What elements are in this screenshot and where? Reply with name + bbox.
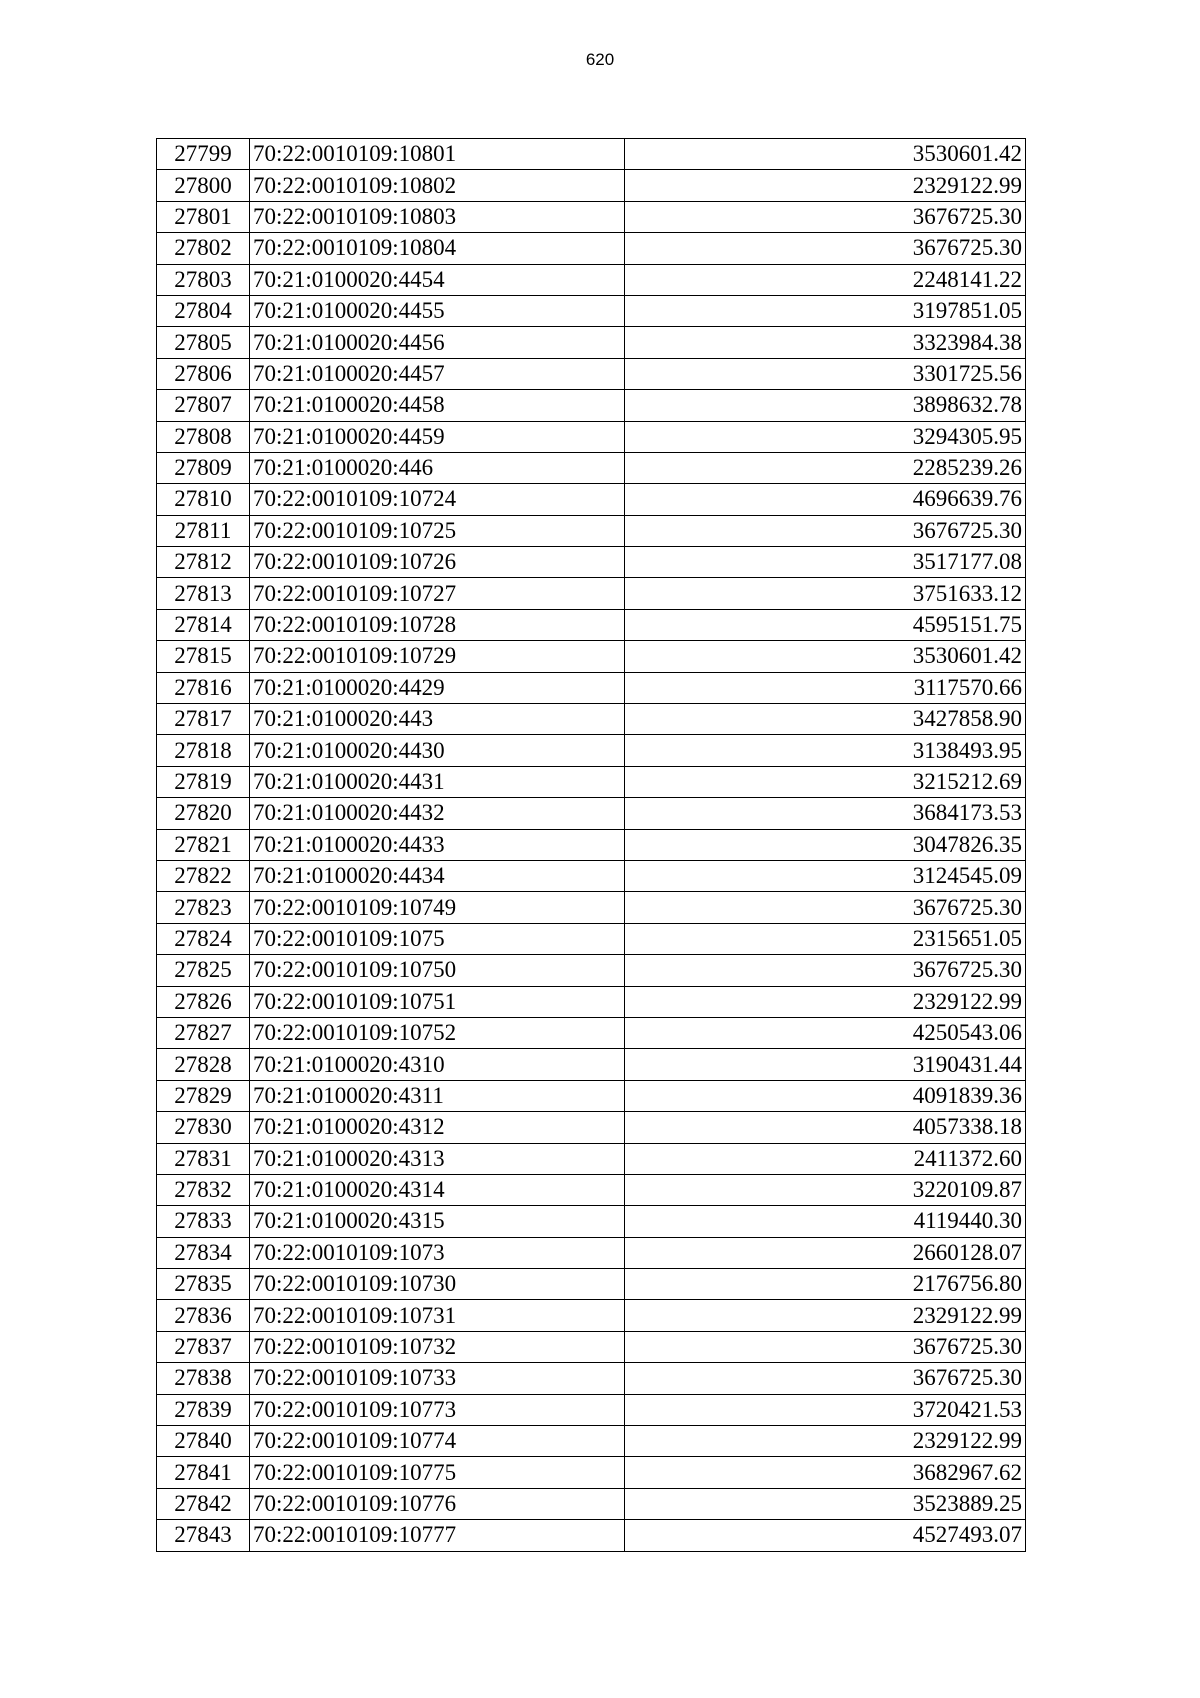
- cadastral-value-cell: 2248141.22: [625, 264, 1026, 295]
- cadastral-value-cell: 3676725.30: [625, 233, 1026, 264]
- table-row: [157, 986, 1026, 1017]
- cadastral-number-cell: 70:21:0100020:4313: [250, 1143, 625, 1174]
- cadastral-number-cell: 70:22:0010109:10729: [250, 641, 625, 672]
- table-row: [157, 1112, 1026, 1143]
- cadastral-number-cell: 70:22:0010109:10776: [250, 1488, 625, 1519]
- cadastral-number-cell: 70:22:0010109:10749: [250, 892, 625, 923]
- row-number-cell: 27801: [157, 201, 250, 232]
- cadastral-number-cell: 70:22:0010109:1073: [250, 1237, 625, 1268]
- cadastral-number-cell: 70:21:0100020:4458: [250, 390, 625, 421]
- table-row: [157, 1300, 1026, 1331]
- table-row: [157, 452, 1026, 483]
- cadastral-value-cell: 3530601.42: [625, 139, 1026, 170]
- table-row: [157, 1331, 1026, 1362]
- row-number-cell: 27799: [157, 139, 250, 170]
- cadastral-number-cell: 70:21:0100020:4310: [250, 1049, 625, 1080]
- cadastral-number-cell: 70:22:0010109:10803: [250, 201, 625, 232]
- cadastral-value-cell: 2329122.99: [625, 986, 1026, 1017]
- row-number-cell: 27800: [157, 170, 250, 201]
- cadastral-value-cell: 2411372.60: [625, 1143, 1026, 1174]
- cadastral-value-cell: 4595151.75: [625, 609, 1026, 640]
- cadastral-number-cell: 70:22:0010109:10727: [250, 578, 625, 609]
- table-row: [157, 1394, 1026, 1425]
- cadastral-number-cell: 70:21:0100020:4455: [250, 295, 625, 326]
- table-row: [157, 1143, 1026, 1174]
- table-row: [157, 1080, 1026, 1111]
- row-number-cell: 27830: [157, 1112, 250, 1143]
- row-number-cell: 27806: [157, 358, 250, 389]
- table-row: [157, 1426, 1026, 1457]
- cadastral-value-cell: 3124545.09: [625, 860, 1026, 891]
- table-row: [157, 1488, 1026, 1519]
- table-row: [157, 515, 1026, 546]
- row-number-cell: 27839: [157, 1394, 250, 1425]
- table-row: [157, 484, 1026, 515]
- table-row: [157, 1363, 1026, 1394]
- row-number-cell: 27802: [157, 233, 250, 264]
- cadastral-value-cell: 4250543.06: [625, 1017, 1026, 1048]
- cadastral-number-cell: 70:22:0010109:10725: [250, 515, 625, 546]
- table-row: [157, 295, 1026, 326]
- table-row: [157, 609, 1026, 640]
- row-number-cell: 27838: [157, 1363, 250, 1394]
- row-number-cell: 27834: [157, 1237, 250, 1268]
- cadastral-number-cell: 70:22:0010109:10750: [250, 955, 625, 986]
- table-row: [157, 201, 1026, 232]
- cadastral-number-cell: 70:21:0100020:4457: [250, 358, 625, 389]
- table-row: [157, 860, 1026, 891]
- cadastral-value-cell: 3301725.56: [625, 358, 1026, 389]
- row-number-cell: 27826: [157, 986, 250, 1017]
- table-row: [157, 1017, 1026, 1048]
- cadastral-value-cell: 2176756.80: [625, 1269, 1026, 1300]
- cadastral-number-cell: 70:22:0010109:10724: [250, 484, 625, 515]
- cadastral-value-cell: 3676725.30: [625, 1331, 1026, 1362]
- cadastral-number-cell: 70:22:0010109:10802: [250, 170, 625, 201]
- cadastral-number-cell: 70:22:0010109:10751: [250, 986, 625, 1017]
- cadastral-number-cell: 70:21:0100020:446: [250, 452, 625, 483]
- cadastral-number-cell: 70:22:0010109:10733: [250, 1363, 625, 1394]
- cadastral-value-cell: 4091839.36: [625, 1080, 1026, 1111]
- row-number-cell: 27828: [157, 1049, 250, 1080]
- row-number-cell: 27824: [157, 923, 250, 954]
- cadastral-value-cell: 4057338.18: [625, 1112, 1026, 1143]
- cadastral-number-cell: 70:21:0100020:4430: [250, 735, 625, 766]
- cadastral-value-cell: 3197851.05: [625, 295, 1026, 326]
- cadastral-value-cell: 3676725.30: [625, 515, 1026, 546]
- row-number-cell: 27803: [157, 264, 250, 295]
- cadastral-number-cell: 70:22:0010109:10732: [250, 1331, 625, 1362]
- table-row: [157, 704, 1026, 735]
- cadastral-value-cell: 3898632.78: [625, 390, 1026, 421]
- row-number-cell: 27831: [157, 1143, 250, 1174]
- table-row: [157, 327, 1026, 358]
- cadastral-value-cell: 3117570.66: [625, 672, 1026, 703]
- row-number-cell: 27840: [157, 1426, 250, 1457]
- cadastral-number-cell: 70:22:0010109:10726: [250, 547, 625, 578]
- row-number-cell: 27833: [157, 1206, 250, 1237]
- row-number-cell: 27842: [157, 1488, 250, 1519]
- cadastral-value-cell: 4119440.30: [625, 1206, 1026, 1237]
- cadastral-number-cell: 70:21:0100020:4454: [250, 264, 625, 295]
- table-row: [157, 829, 1026, 860]
- row-number-cell: 27841: [157, 1457, 250, 1488]
- table-row: [157, 798, 1026, 829]
- table-row: [157, 578, 1026, 609]
- table-body: [157, 139, 1026, 1552]
- row-number-cell: 27837: [157, 1331, 250, 1362]
- row-number-cell: 27807: [157, 390, 250, 421]
- cadastral-value-table: [156, 138, 1026, 1552]
- table-row: [157, 233, 1026, 264]
- cadastral-number-cell: 70:22:0010109:10775: [250, 1457, 625, 1488]
- cadastral-value-cell: 3676725.30: [625, 892, 1026, 923]
- cadastral-number-cell: 70:22:0010109:10730: [250, 1269, 625, 1300]
- cadastral-number-cell: 70:22:0010109:10752: [250, 1017, 625, 1048]
- row-number-cell: 27813: [157, 578, 250, 609]
- cadastral-number-cell: 70:21:0100020:4431: [250, 766, 625, 797]
- table-row: [157, 955, 1026, 986]
- cadastral-value-cell: 3676725.30: [625, 1363, 1026, 1394]
- row-number-cell: 27815: [157, 641, 250, 672]
- cadastral-value-cell: 3047826.35: [625, 829, 1026, 860]
- cadastral-value-cell: 3517177.08: [625, 547, 1026, 578]
- cadastral-number-cell: 70:22:0010109:10728: [250, 609, 625, 640]
- row-number-cell: 27804: [157, 295, 250, 326]
- cadastral-value-cell: 3676725.30: [625, 201, 1026, 232]
- cadastral-value-cell: 3190431.44: [625, 1049, 1026, 1080]
- table-row: [157, 1269, 1026, 1300]
- table-row: [157, 735, 1026, 766]
- cadastral-number-cell: 70:21:0100020:4315: [250, 1206, 625, 1237]
- table-row: [157, 892, 1026, 923]
- row-number-cell: 27808: [157, 421, 250, 452]
- table-row: [157, 170, 1026, 201]
- cadastral-number-cell: 70:21:0100020:4456: [250, 327, 625, 358]
- table-row: [157, 641, 1026, 672]
- cadastral-number-cell: 70:22:0010109:10777: [250, 1520, 625, 1551]
- row-number-cell: 27819: [157, 766, 250, 797]
- cadastral-value-cell: 4696639.76: [625, 484, 1026, 515]
- table-row: [157, 1206, 1026, 1237]
- cadastral-value-cell: 2329122.99: [625, 1426, 1026, 1457]
- table-row: [157, 421, 1026, 452]
- cadastral-value-cell: 3523889.25: [625, 1488, 1026, 1519]
- cadastral-value-cell: 3427858.90: [625, 704, 1026, 735]
- table-row: [157, 139, 1026, 170]
- row-number-cell: 27835: [157, 1269, 250, 1300]
- table-row: [157, 1237, 1026, 1268]
- row-number-cell: 27821: [157, 829, 250, 860]
- cadastral-value-cell: 4527493.07: [625, 1520, 1026, 1551]
- cadastral-value-cell: 3751633.12: [625, 578, 1026, 609]
- cadastral-number-cell: 70:21:0100020:4312: [250, 1112, 625, 1143]
- cadastral-value-cell: 3676725.30: [625, 955, 1026, 986]
- cadastral-value-cell: 2660128.07: [625, 1237, 1026, 1268]
- table-row: [157, 766, 1026, 797]
- cadastral-value-cell: 2329122.99: [625, 1300, 1026, 1331]
- row-number-cell: 27843: [157, 1520, 250, 1551]
- cadastral-number-cell: 70:21:0100020:4314: [250, 1174, 625, 1205]
- row-number-cell: 27822: [157, 860, 250, 891]
- row-number-cell: 27825: [157, 955, 250, 986]
- row-number-cell: 27836: [157, 1300, 250, 1331]
- table-row: [157, 923, 1026, 954]
- cadastral-number-cell: 70:22:0010109:10801: [250, 139, 625, 170]
- cadastral-value-cell: 2329122.99: [625, 170, 1026, 201]
- cadastral-number-cell: 70:22:0010109:10773: [250, 1394, 625, 1425]
- row-number-cell: 27827: [157, 1017, 250, 1048]
- row-number-cell: 27832: [157, 1174, 250, 1205]
- cadastral-value-cell: 2315651.05: [625, 923, 1026, 954]
- table-row: [157, 390, 1026, 421]
- table-row: [157, 1457, 1026, 1488]
- cadastral-value-cell: 3294305.95: [625, 421, 1026, 452]
- cadastral-number-cell: 70:22:0010109:10774: [250, 1426, 625, 1457]
- page-number: 620: [585, 50, 615, 69]
- row-number-cell: 27810: [157, 484, 250, 515]
- table-row: [157, 1174, 1026, 1205]
- row-number-cell: 27814: [157, 609, 250, 640]
- cadastral-value-cell: 3682967.62: [625, 1457, 1026, 1488]
- cadastral-value-cell: 3215212.69: [625, 766, 1026, 797]
- table-row: [157, 358, 1026, 389]
- cadastral-value-cell: 3684173.53: [625, 798, 1026, 829]
- row-number-cell: 27805: [157, 327, 250, 358]
- cadastral-number-cell: 70:22:0010109:10804: [250, 233, 625, 264]
- table-row: [157, 547, 1026, 578]
- cadastral-number-cell: 70:21:0100020:4429: [250, 672, 625, 703]
- cadastral-number-cell: 70:21:0100020:443: [250, 704, 625, 735]
- row-number-cell: 27816: [157, 672, 250, 703]
- table-row: [157, 1520, 1026, 1551]
- cadastral-number-cell: 70:21:0100020:4433: [250, 829, 625, 860]
- row-number-cell: 27818: [157, 735, 250, 766]
- row-number-cell: 27823: [157, 892, 250, 923]
- row-number-cell: 27809: [157, 452, 250, 483]
- cadastral-number-cell: 70:22:0010109:10731: [250, 1300, 625, 1331]
- cadastral-value-cell: 3323984.38: [625, 327, 1026, 358]
- row-number-cell: 27820: [157, 798, 250, 829]
- cadastral-number-cell: 70:22:0010109:1075: [250, 923, 625, 954]
- table-row: [157, 672, 1026, 703]
- table-row: [157, 264, 1026, 295]
- cadastral-value-cell: 3220109.87: [625, 1174, 1026, 1205]
- cadastral-number-cell: 70:21:0100020:4459: [250, 421, 625, 452]
- cadastral-value-cell: 3720421.53: [625, 1394, 1026, 1425]
- row-number-cell: 27829: [157, 1080, 250, 1111]
- cadastral-number-cell: 70:21:0100020:4311: [250, 1080, 625, 1111]
- row-number-cell: 27812: [157, 547, 250, 578]
- cadastral-value-cell: 2285239.26: [625, 452, 1026, 483]
- row-number-cell: 27811: [157, 515, 250, 546]
- table-row: [157, 1049, 1026, 1080]
- cadastral-number-cell: 70:21:0100020:4434: [250, 860, 625, 891]
- row-number-cell: 27817: [157, 704, 250, 735]
- cadastral-value-cell: 3530601.42: [625, 641, 1026, 672]
- cadastral-number-cell: 70:21:0100020:4432: [250, 798, 625, 829]
- cadastral-value-cell: 3138493.95: [625, 735, 1026, 766]
